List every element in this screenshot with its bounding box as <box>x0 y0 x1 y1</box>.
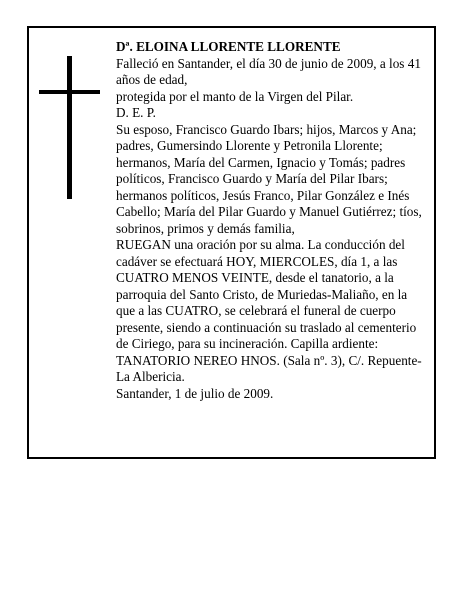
family-list: Su esposo, Francisco Guardo Ibars; hijos, Marcos y Ana; padres, Gumersindo Llorente y Petronila Llorente; hermanos, María del Carmen, Ignacio y Tomás; padres políticos, Francisco Guardo y María del Pilar Ibars; hermanos políticos, Jesús Franco, Pilar González e Inés Cabello; María del Pilar Guardo y Manuel Gutiérrez; tíos, sobrinos, primos y demás familia, <box>116 121 422 236</box>
obituary-text <box>116 39 424 402</box>
deceased-name: Dª. ELOINA LLORENTE LLORENTE <box>116 39 341 54</box>
protection-line: protegida por el manto de la Virgen del Pilar. <box>116 88 354 104</box>
obituary-notice <box>27 26 436 459</box>
cross-vertical-bar <box>67 56 72 199</box>
dep-line: D. E. P. <box>116 105 156 120</box>
request-text: RUEGAN una oración por su alma. La conducción del cadáver se efectuará HOY, MIERCOLES, día 1, a las CUATRO MENOS VEINTE, desde el tanatorio, a la parroquia del Santo Cristo, de Muriedas-Maliaño, en la que a las CUATRO, se celebrará el funeral de cuerpo presente, siendo a continuación su traslado al cementerio de Ciriego, para su incineración. Capilla ardiente: TANATORIO NEREO HNOS. (Sala nº. 3), C/. Repuente-La Albericia. <box>116 237 422 384</box>
death-line: Falleció en Santander, el día 30 de junio de 2009, a los 41 años de edad, <box>116 55 421 87</box>
place-date: Santander, 1 de julio de 2009. <box>116 385 274 401</box>
cross-horizontal-bar <box>39 90 100 94</box>
